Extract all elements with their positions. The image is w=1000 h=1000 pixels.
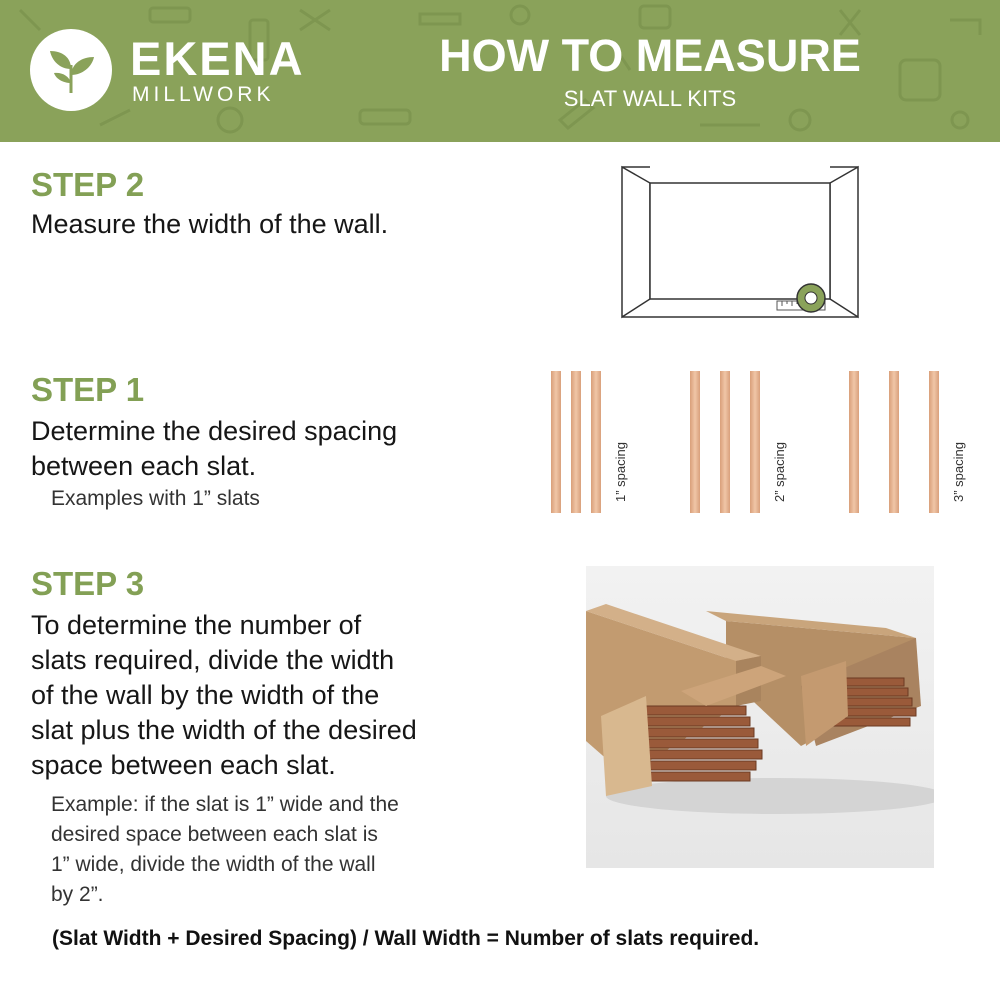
page-subtitle: SLAT WALL KITS [563, 86, 737, 111]
step1-note: Examples with 1” slats [51, 487, 260, 510]
slat-spacing-diagram [540, 365, 980, 525]
slat [889, 371, 899, 513]
step3-example-line-1: Example: if the slat is 1” wide and the [51, 793, 399, 816]
formula-text: (Slat Width + Desired Spacing) / Wall Width = Number of slats required. [52, 927, 760, 950]
slat [591, 371, 601, 513]
slat [849, 371, 859, 513]
slat [571, 371, 581, 513]
slat-group-3in [849, 371, 966, 513]
step3-line-3: of the wall by the width of the [31, 680, 380, 710]
slat [551, 371, 561, 513]
brand-subtitle: MILLWORK [132, 83, 275, 106]
page-title: HOW TO MEASURE [439, 30, 861, 81]
slat-group-1in [551, 371, 628, 513]
header-banner [0, 0, 1000, 142]
product-photo-boxes [586, 566, 934, 868]
step3-example-line-2: desired space between each slat is [51, 823, 378, 846]
spacing-label-1in: 1” spacing [613, 442, 628, 502]
boxed-slats-illustration [586, 566, 934, 868]
slat [720, 371, 730, 513]
spacing-label-3in: 3” spacing [951, 442, 966, 502]
leaf-sprout-icon [30, 29, 112, 111]
step1-text-line1: Determine the desired spacing [31, 416, 398, 446]
step3-example-line-3: 1” wide, divide the width of the wall [51, 853, 376, 876]
slat [929, 371, 939, 513]
brand-logo [30, 29, 112, 111]
step3-example-line-4: by 2”. [51, 883, 104, 906]
slat [750, 371, 760, 513]
step3-heading: STEP 3 [31, 565, 145, 602]
wall-diagram [615, 160, 865, 325]
step3-line-4: slat plus the width of the desired [31, 715, 417, 745]
step1-text-line2: between each slat. [31, 451, 257, 481]
step2-text: Measure the width of the wall. [31, 209, 389, 239]
step2-heading: STEP 2 [31, 166, 145, 203]
spacing-label-2in: 2” spacing [772, 442, 787, 502]
slat [690, 371, 700, 513]
step3-line-1: To determine the number of [31, 610, 362, 640]
slat-group-2in [690, 371, 787, 513]
step3-line-5: space between each slat. [31, 750, 336, 780]
step3-line-2: slats required, divide the width [31, 645, 395, 675]
brand-name: EKENA [130, 32, 305, 85]
step1-heading: STEP 1 [31, 371, 145, 408]
